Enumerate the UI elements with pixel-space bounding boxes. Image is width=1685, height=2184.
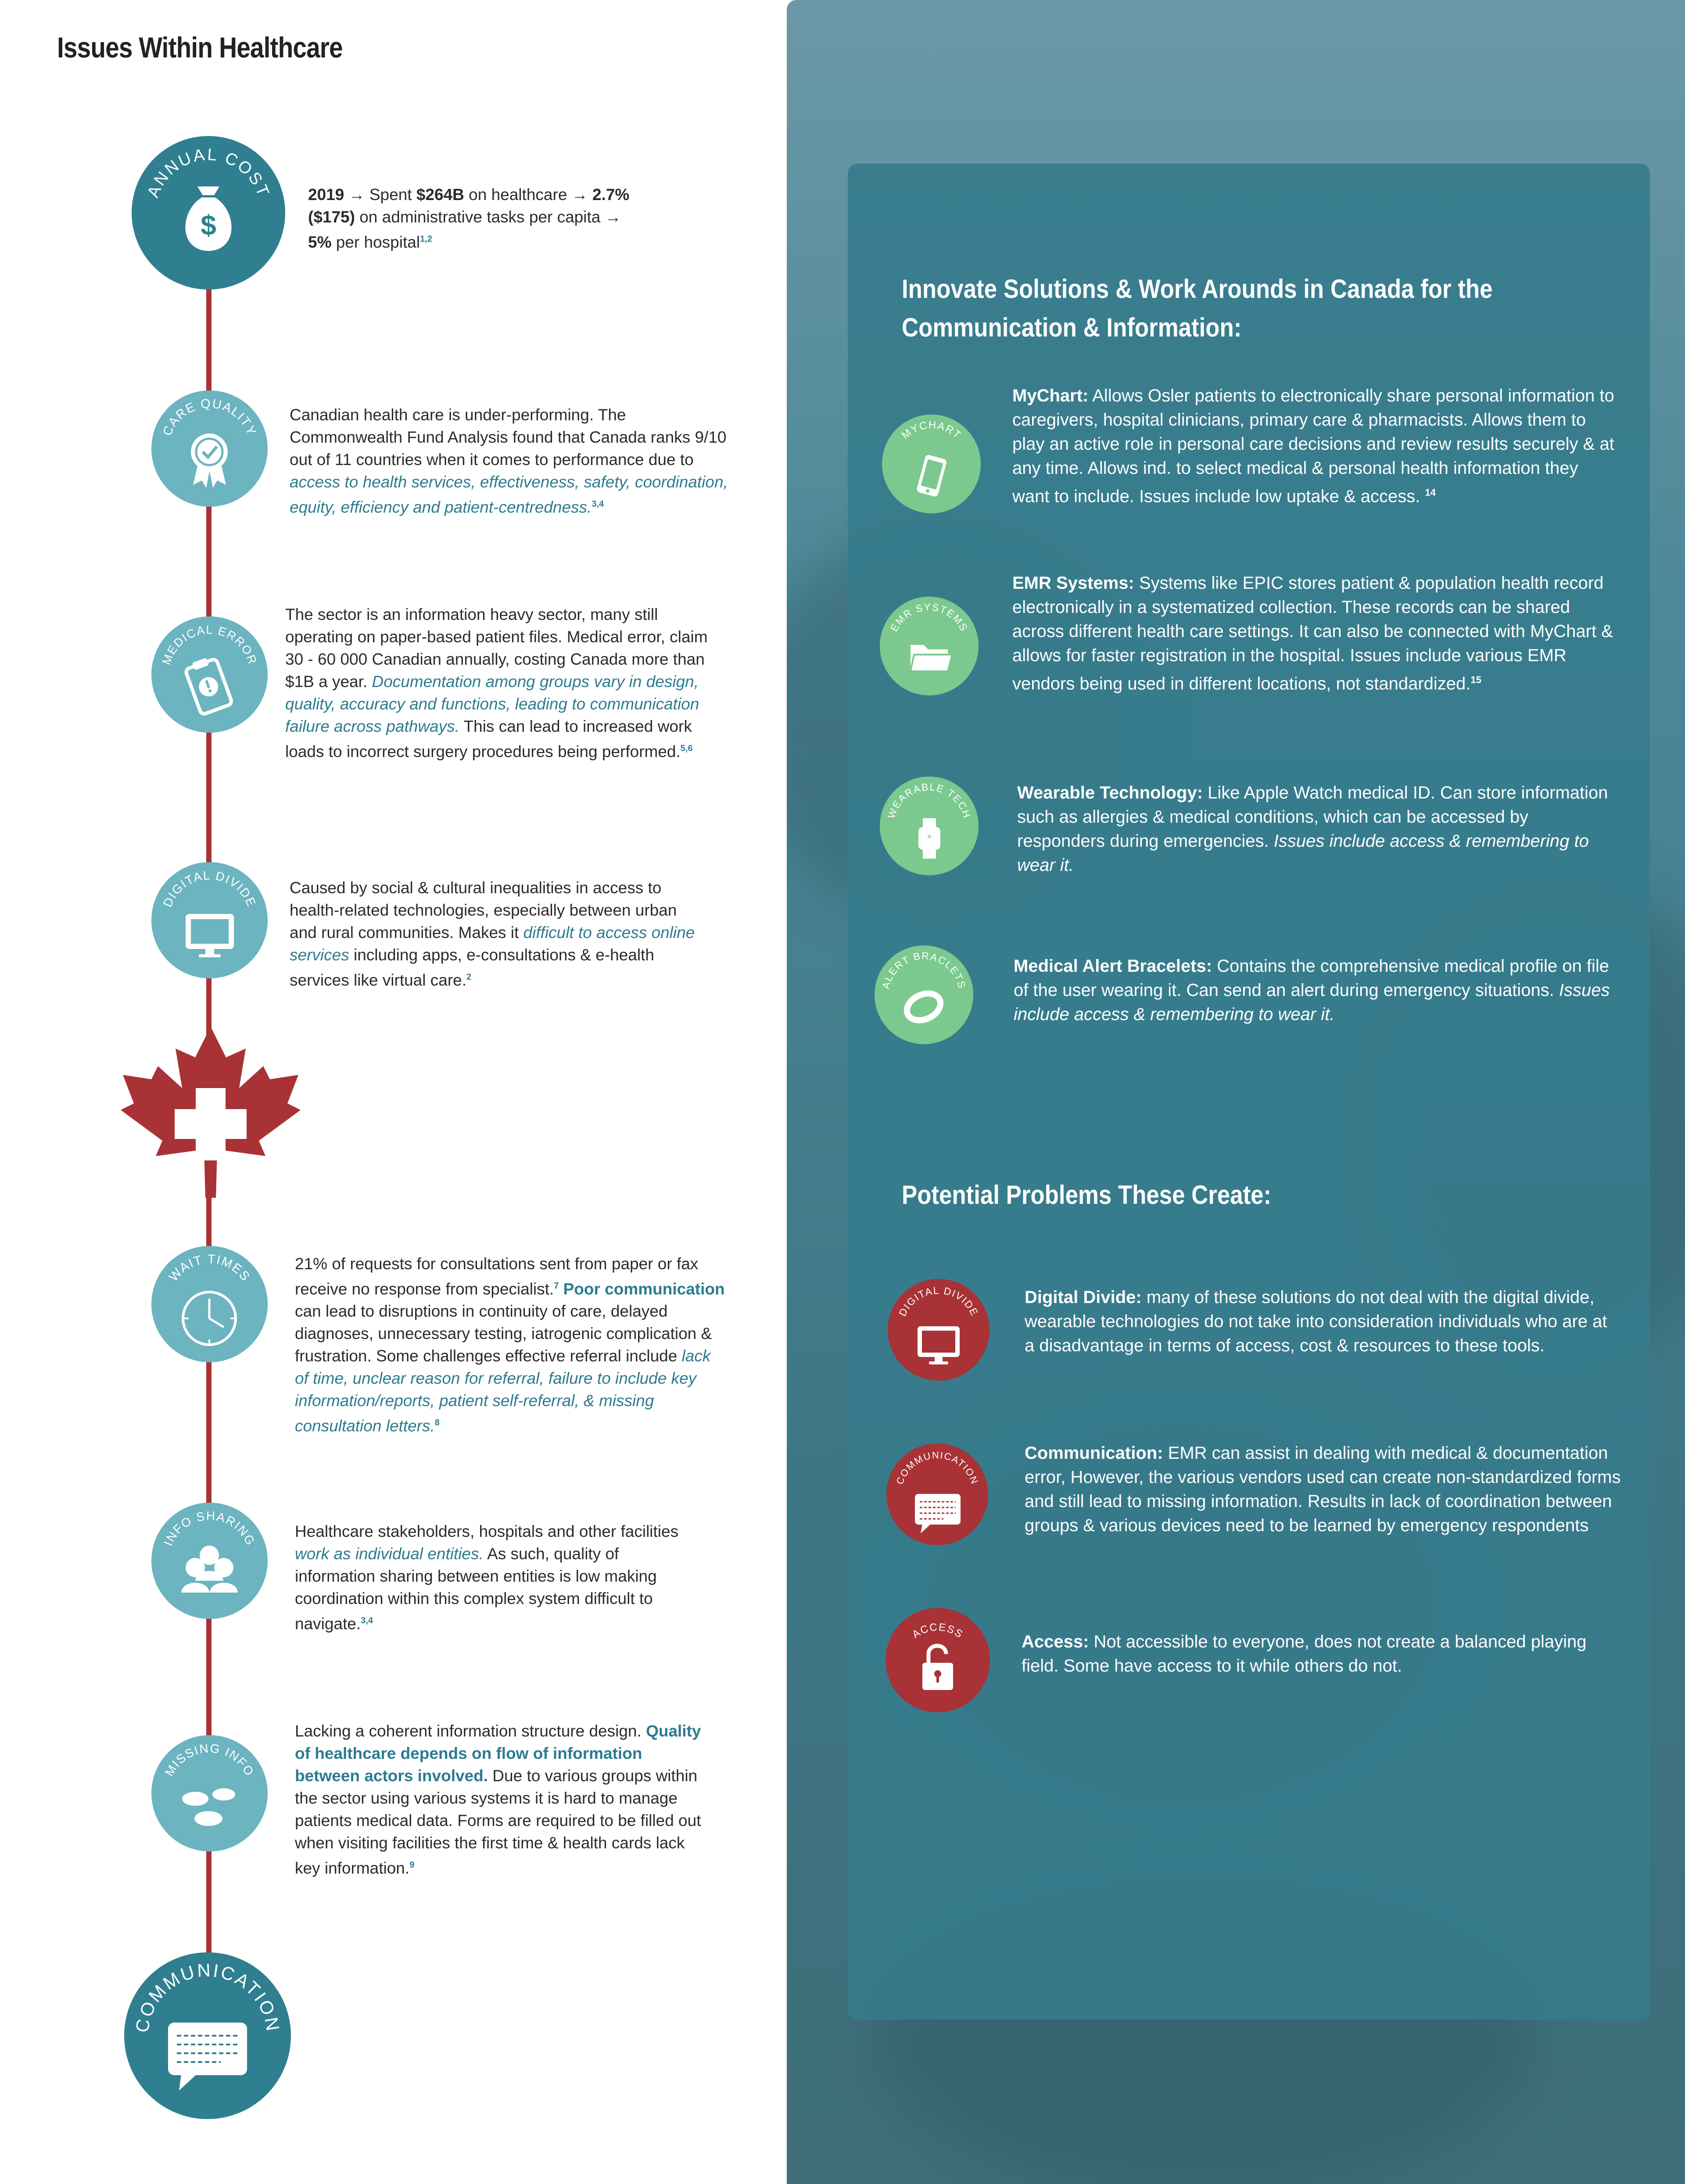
missing-info-text: Lacking a coherent information structure design. Quality of healthcare depends on flow of information between actors involved. Due to various groups within the sector using various systems it is hard to manage patients medical data. Forms are required to be filled out when visiting facilities the first time & health cards lack key information.$^9$ xyxy=(295,1722,701,1877)
folder-icon xyxy=(911,645,952,671)
problem-communication-node xyxy=(886,1443,988,1545)
mychart-node xyxy=(882,415,981,513)
medical-error-node xyxy=(151,616,268,733)
svg-text:ALERT BRACLETS xyxy=(880,950,968,990)
problem-digital-divide-text: Digital Divide: many of these solutions do not deal with the digital divide, wearable technologies do not take into consideration individuals who are at a disadvantage in terms of access, cost & resources to these tools. xyxy=(1025,1288,1607,1355)
monitor-icon xyxy=(918,1326,960,1364)
missing-info-node xyxy=(151,1735,268,1851)
alert-bracelets-text: Medical Alert Bracelets: Contains the comprehensive medical profile on file of the user wearing it. Can send an alert during emergency situations. Issues include access & remembering to wear it. xyxy=(1014,956,1610,1024)
clipboard-alert-icon xyxy=(184,655,233,715)
svg-text:DIGITAL DIVIDE xyxy=(161,868,259,909)
alert-bracelets-node xyxy=(875,945,973,1044)
medical-error-text: The sector is an information heavy sector, many still operating on paper-based patient files. Medical error, claim 30 - 60 000 Canadian annually, costing Canada more than $1B a year. Documentation among groups vary in design, quality, accuracy and functions, leading to communication failure across pathways. This can lead to increased work loads to incorrect surgery procedures being performed.$^{5,6}$ xyxy=(285,605,708,761)
svg-text:INFO SHARING xyxy=(161,1509,258,1548)
problem-access-label: ACCESS xyxy=(910,1621,965,1641)
page-title: Issues Within Healthcare xyxy=(57,31,343,64)
emr-systems-label: EMR SYSTEMS xyxy=(888,601,970,634)
chat-bubble-icon xyxy=(915,1494,961,1533)
lock-icon xyxy=(922,1646,953,1690)
alert-bracelets-label: ALERT BRACLETS xyxy=(880,950,968,990)
digital-divide-label: DIGITAL DIVIDE xyxy=(160,868,259,909)
clock-icon xyxy=(183,1292,236,1345)
svg-text:WAIT TIMES xyxy=(166,1252,253,1284)
svg-text:CARE QUALITY xyxy=(160,397,258,438)
missing-info-label: MISSING INFO xyxy=(162,1741,257,1779)
svg-text:EMR SYSTEMS xyxy=(888,601,970,633)
wait-times-text: 21% of requests for consultations sent from paper or fax receive no response from specialist.$^7$ Poor communication can lead to disruptions in continuity of care, delayed diagnoses, unnecessary testing, iatrogenic complication & frustration. Some challenges effective referral include lack of time, unclear reason for referral, failure to include key information/reports, patient self-referral, & missing consultation letters.$^8$ xyxy=(295,1255,725,1435)
medical-error-label: MEDICAL ERROR xyxy=(159,623,260,666)
wearable-tech-text: Wearable Technology: Like Apple Watch medical ID. Can store information such as allergies & medical conditions, which can be accessed by responders during emergencies. Issues include access & remembering to wear it. xyxy=(1017,783,1608,875)
monitor-icon xyxy=(186,914,234,957)
problem-access-node xyxy=(886,1608,990,1712)
mychart-text: MyChart: Allows Osler patients to electronically share personal information to caregivers, hospital clinicians, primary care & pharmacists. Allows them to play an active role in personal care decisions and review results securely & at any time. Allows ind. to select medical & personal health information they want to include. Issues include low uptake & access. $^{14}$ xyxy=(1012,386,1614,506)
annual-cost-label: ANNUAL COST xyxy=(143,145,273,200)
svg-text:MYCHART xyxy=(900,419,964,441)
svg-text:WEARABLE TECH xyxy=(886,781,973,820)
info-sharing-text: Healthcare stakeholders, hospitals and other facilities work as individual entities. As such, quality of information sharing between entities is low making coordination within this complex system difficult to navigate.$^{3,4}$ xyxy=(295,1522,679,1633)
phone-icon xyxy=(916,454,947,497)
communication-node xyxy=(124,1952,291,2119)
wearable-tech-label: WEARABLE TECH xyxy=(885,781,973,820)
money-bag-icon xyxy=(185,186,231,251)
pills-icon xyxy=(182,1788,235,1826)
mychart-label: MYCHART xyxy=(899,419,964,442)
wearable-tech-node xyxy=(880,777,979,875)
care-quality-node xyxy=(151,390,268,507)
care-quality-text: Canadian health care is under-performing. The Commonwealth Fund Analysis found that Canada ranks 9/10 out of 11 countries when it comes to performance due to access to health services, effectiveness, safety, coordination, equity, efficiency and patient-centredness.$^{3,4}$ xyxy=(290,406,728,516)
svg-text:COMMUNICATION xyxy=(894,1450,981,1486)
solutions-heading: Innovate Solutions & Work Arounds in Canada for the Communication & Information: xyxy=(902,274,1493,342)
problem-digital-divide-label: DIGITAL DIVIDE xyxy=(896,1284,981,1318)
problem-digital-divide-node xyxy=(888,1279,989,1381)
maple-leaf-icon xyxy=(118,1022,303,1215)
annual-cost-node xyxy=(132,136,285,290)
info-sharing-label: INFO SHARING xyxy=(161,1509,258,1548)
communication-label: COMMUNICATION xyxy=(131,1959,284,2034)
svg-text:$: $ xyxy=(201,209,216,241)
wait-times-node xyxy=(151,1246,268,1362)
people-icon xyxy=(181,1546,238,1593)
watch-icon xyxy=(918,818,940,859)
svg-text:*: * xyxy=(927,832,932,845)
chat-bubble-icon xyxy=(168,2023,247,2091)
problem-communication-text: Communication: EMR can assist in dealing with medical & documentation error, However, the various vendors used can create non-standardized forms and still lead to missing information. Results in lack of coordination between groups & various devices need to be learned by emergency respondents xyxy=(1025,1443,1621,1535)
emr-systems-text: EMR Systems: Systems like EPIC stores patient & population health record electronically in a systematized collection. These records can be shared across different health care settings. It can also be connected with MyChart & allows for faster registration in the hospital. Issues include various EMR vendors being used in different locations, not standardized.$^{15}$ xyxy=(1012,573,1613,694)
wait-times-label: WAIT TIMES xyxy=(166,1252,253,1285)
emr-systems-node xyxy=(880,597,979,695)
svg-text:ACCESS xyxy=(910,1621,965,1641)
problems-heading: Potential Problems These Create: xyxy=(902,1180,1272,1210)
annual-cost-text: 2019 → Spent $264B on healthcare → 2.7% ($175) on administrative tasks per capita → 5% per hospital$^{1,2}$ xyxy=(308,186,630,251)
digital-divide-text: Caused by social & cultural inequalities in access to health-related technologies, especially between urban and rural communities. Makes it difficult to access online services including apps, e-consultations & e-health services like virtual care.$^2$ xyxy=(290,879,695,989)
award-badge-icon xyxy=(191,433,228,488)
care-quality-label: CARE QUALITY xyxy=(160,396,259,438)
digital-divide-node xyxy=(151,862,268,978)
problem-access-text: Access: Not accessible to everyone, does not create a balanced playing field. Some have access to it while others do not. xyxy=(1022,1632,1587,1676)
problem-communication-label: COMMUNICATION xyxy=(894,1449,981,1486)
info-sharing-node xyxy=(151,1503,268,1619)
svg-text:MISSING INFO xyxy=(162,1741,257,1779)
svg-text:DIGITAL DIVIDE xyxy=(896,1285,981,1318)
bracelet-icon xyxy=(903,988,945,1026)
